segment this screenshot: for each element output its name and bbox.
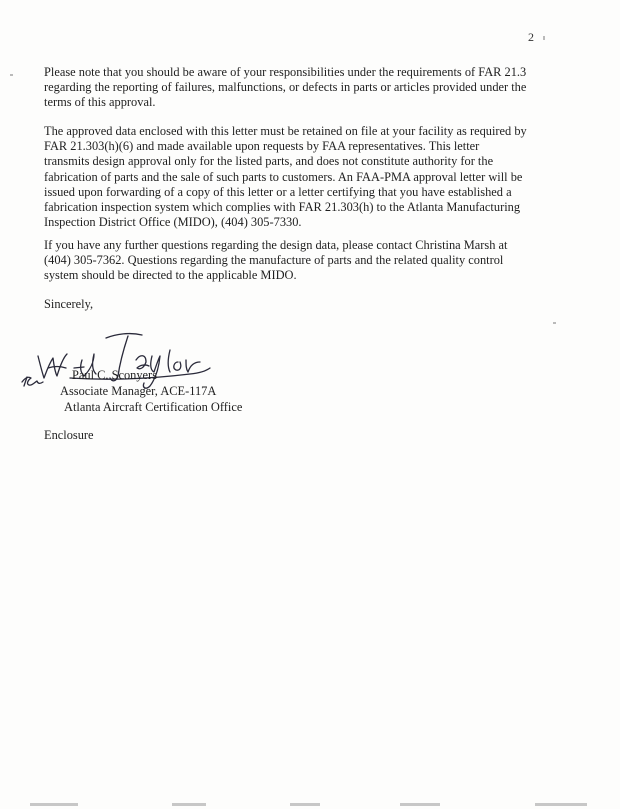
signature-block [60,367,242,415]
page-number: 2 [528,30,534,44]
paragraph-line: The approved data enclosed with this letter must be retained on file at your facility as required by [44,124,527,138]
paragraph-line: FAR 21.303(h)(6) and made available upon requests by FAA representatives. This letter [44,139,480,154]
signer-title: Associate Manager, ACE-117A [60,384,217,398]
paragraph-approved-data [44,124,530,230]
scan-edge-mark [290,803,320,806]
signer-office: Atlanta Aircraft Certification Office [64,400,243,414]
paragraph-line: system should be directed to the applicable MIDO. [44,268,297,283]
paragraph-line: fabrication inspection system which complies with FAR 21.303(h) to the Atlanta Manufacturing [44,200,521,215]
scan-edge-mark [535,803,587,806]
scan-edge-mark [400,803,440,806]
paragraph-line: (404) 305-7362. Questions regarding the manufacture of parts and the related quality control [44,253,504,268]
paragraph-questions [44,238,530,284]
scan-speck [10,74,13,76]
paragraph-line: transmits design approval only for the listed parts, and does not constitute authority for the [44,154,494,169]
signer-name: Paul C. Sconyers [72,368,158,382]
scan-edge-mark [172,803,206,806]
paragraph-line: Please note that you should be aware of your responsibilities under the requirements of FAR 21.3 [44,65,527,79]
paragraph-line: terms of this approval. [44,95,156,110]
scan-speck [543,36,545,40]
paragraph-line: Inspection District Office (MIDO), (404) 305-7330. [44,215,302,230]
paragraph-responsibilities [44,65,530,111]
closing-salutation: Sincerely, [44,297,94,311]
paragraph-line: If you have any further questions regarding the design data, please contact Christina Marsh at [44,238,508,252]
paragraph-line: issued upon forwarding of a copy of this letter or a letter certifying that you have established a [44,184,512,199]
enclosure-note: Enclosure [44,428,94,442]
scan-edge-mark [30,803,78,806]
scan-speck [553,322,556,324]
paragraph-line: regarding the reporting of failures, malfunctions, or defects in parts or articles provided under the [44,80,527,95]
paragraph-line: fabrication of parts and the sale of such parts to customers. An FAA-PMA approval letter will be [44,169,523,184]
